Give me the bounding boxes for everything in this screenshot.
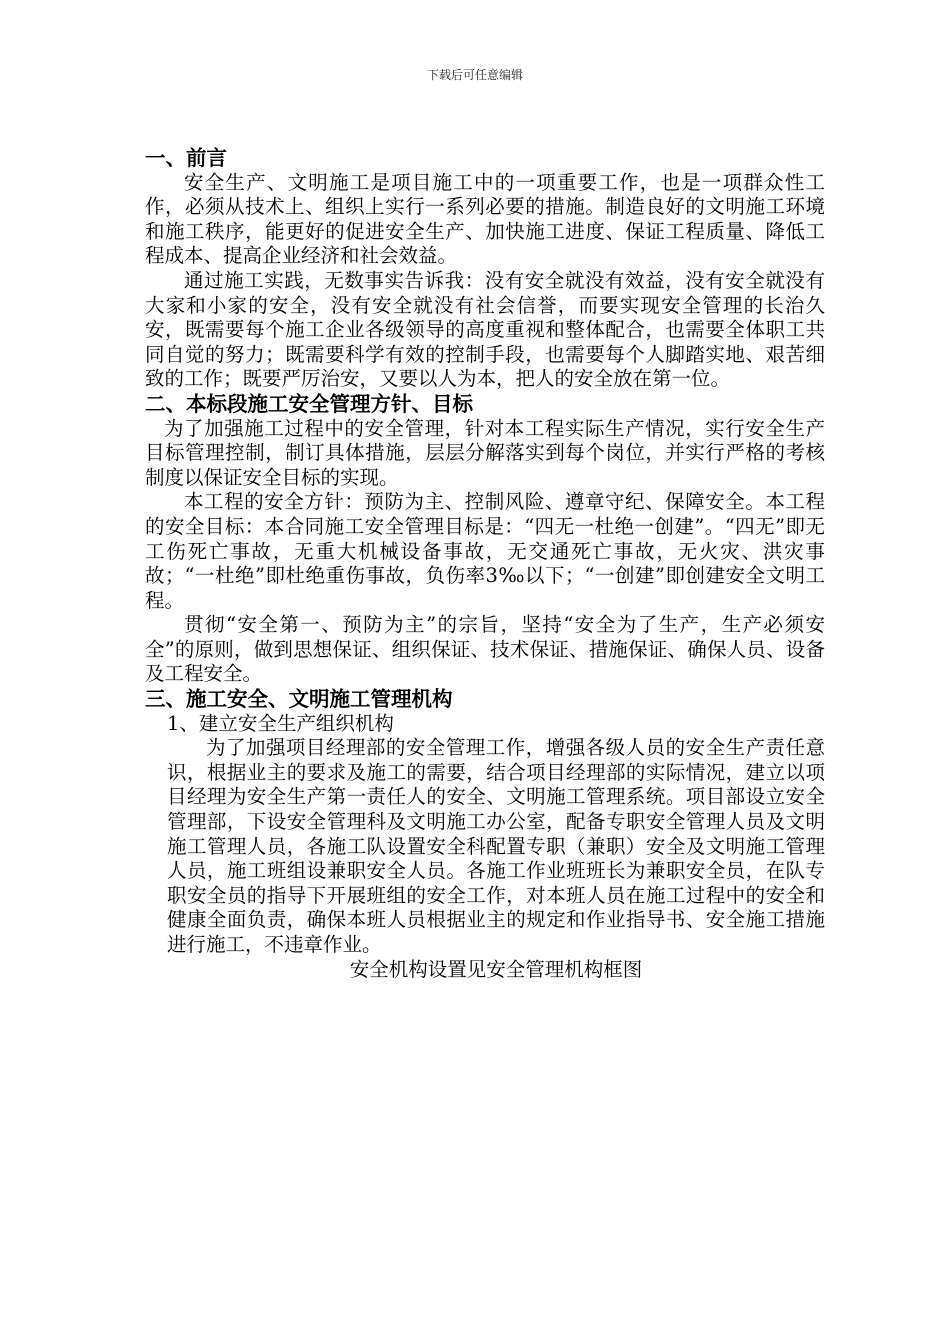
section-2-paragraph-3: 贯彻“安全第一、预防为主”的宗旨，坚持“安全为了生产，生产必须安全”的原则，做到思想保证、组织保证、技术保证、措施保证、确保人员、设备及工程安全。 <box>145 613 825 686</box>
section-1-paragraph-2: 通过施工实践，无数事实告诉我：没有安全就没有效益，没有安全就没有大家和小家的安全，没有安全就没有社会信誉，而要实现安全管理的长治久安，既需要每个施工企业各级领导的高度重视和整体配合，也需要全体职工共同自觉的努力；既需要科学有效的控制手段，也需要每个人脚踏实地、艰苦细致的工作；既要严厉治安，又要以人为本，把人的安全放在第一位。 <box>145 268 825 391</box>
section-1-title: 一、前言 <box>145 146 227 170</box>
section-1-paragraph-1: 安全生产、文明施工是项目施工中的一项重要工作，也是一项群众性工作，必须从技术上、组织上实行一系列必要的措施。制造良好的文明施工环境和施工秩序，能更好的促进安全生产、加快施工进度、保证工程质量、降低工程成本、提高企业经济和社会效益。 <box>145 170 825 268</box>
section-2-title: 二、本标段施工安全管理方针、目标 <box>145 391 473 416</box>
subsection-1-title: 1、建立安全生产组织机构 <box>167 711 394 735</box>
subsection-1-body <box>145 736 825 957</box>
section-2-paragraph-1: 为了加强施工过程中的安全管理，针对本工程实际生产情况，实行安全生产目标管理控制，制订具体措施，层层分解落实到每个岗位，并实行严格的考核制度以保证安全目标的实现。 <box>145 416 825 489</box>
subsection-1-paragraph: 为了加强项目经理部的安全管理工作，增强各级人员的安全生产责任意识，根据业主的要求及施工的需要，结合项目经理部的实际情况，建立以项目经理为安全生产第一责任人的安全、文明施工管理系统。项目部设立安全管理部，下设安全管理科及文明施工办公室，配备专职安全管理人员及文明施工管理人员，各施工队设置安全科配置专职（兼职）安全及文明施工管理人员，施工班组设兼职安全人员。各施工作业班班长为兼职安全员，在队专职安全员的指导下开展班组的安全工作，对本班人员在施工过程中的安全和健康全面负责，确保本班人员根据业主的规定和作业指导书、安全施工措施进行施工，不违章作业。 <box>167 736 825 956</box>
section-2-paragraph-2: 本工程的安全方针：预防为主、控制风险、遵章守纪、保障安全。本工程的安全目标：本合同施工安全管理目标是：“四无一杜绝一创建”。“四无”即无工伤死亡事故，无重大机械设备事故，无交通死亡事故，无火灾、洪灾事故；“一杜绝”即杜绝重伤事故，负伤率3‰以下；“一创建”即创建安全文明工程。 <box>145 490 825 612</box>
page-header: 下载后可任意编辑 <box>426 68 523 82</box>
figure-caption: 安全机构设置见安全管理机构框图 <box>349 957 643 981</box>
document-body <box>145 146 825 982</box>
section-3-title: 三、施工安全、文明施工管理机构 <box>145 687 453 712</box>
